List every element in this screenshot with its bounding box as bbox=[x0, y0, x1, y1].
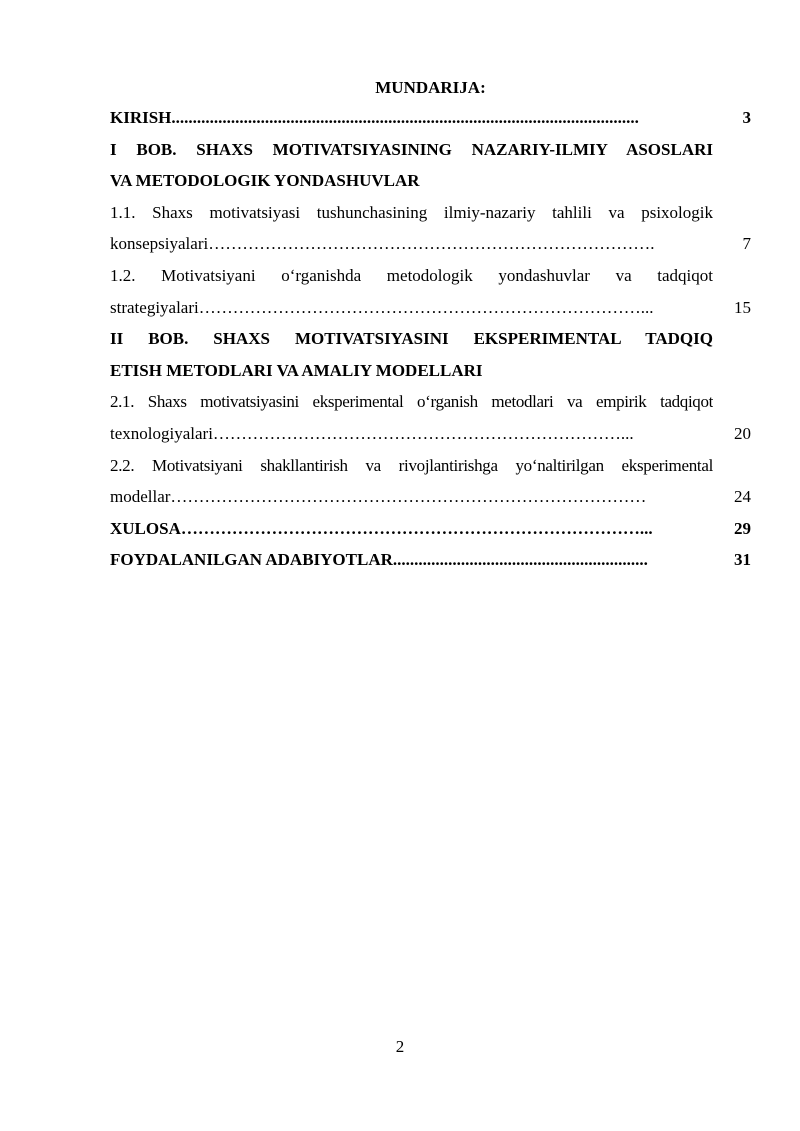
toc-section-2-2-cont bbox=[110, 481, 751, 513]
toc-title: MUNDARIJA: bbox=[375, 78, 486, 97]
toc-entry-text: 2.1. Shaxs motivatsiyasini eksperimental o‘rganish metodlari va empirik tadqiqot bbox=[110, 392, 713, 412]
toc-entry-kirish bbox=[110, 102, 751, 134]
toc-section-2-2 bbox=[110, 450, 751, 482]
page-number: 2 bbox=[395, 1037, 405, 1056]
toc-chapter-2-heading-cont bbox=[110, 355, 751, 387]
toc-entry-text: 2.2. Motivatsiyani shakllantirish va rivojlantirishga yo‘naltirilgan eksperimental bbox=[110, 455, 713, 475]
toc-entry-text: FOYDALANILGAN ADABIYOTLAR............................................................ bbox=[110, 550, 648, 570]
toc-entry-page: 20 bbox=[734, 423, 751, 443]
toc-section-1-1-cont bbox=[110, 228, 751, 260]
toc-section-2-1 bbox=[110, 386, 751, 418]
toc-entry-text: XULOSA………………………………………………………………………... bbox=[110, 518, 653, 538]
toc-entry-xulosa bbox=[110, 513, 751, 545]
toc-entry-text: ETISH METODLARI VA AMALIY MODELLARI bbox=[110, 360, 483, 380]
toc-chapter-2-heading bbox=[110, 323, 751, 355]
toc-entry-page: 24 bbox=[734, 487, 751, 507]
toc-section-2-1-cont bbox=[110, 418, 751, 450]
toc-section-1-1 bbox=[110, 197, 751, 229]
toc-entry-text: I BOB. SHAXS MOTIVATSIYASINING NAZARIY-ILMIY ASOSLARI bbox=[110, 139, 713, 159]
toc-chapter-1-heading-cont bbox=[110, 165, 751, 197]
toc-entry-text: VA METODOLOGIK YONDASHUVLAR bbox=[110, 171, 420, 191]
toc-entry-references bbox=[110, 544, 751, 576]
toc-entry-page: 3 bbox=[742, 108, 751, 127]
toc-entry-text: 1.2. Motivatsiyani o‘rganishda metodologik yondashuvlar va tadqiqot bbox=[110, 265, 713, 285]
toc-entry-page: 31 bbox=[734, 550, 751, 570]
toc-entry-text: II BOB. SHAXS MOTIVATSIYASINI EKSPERIMENTAL TADQIQ bbox=[110, 329, 713, 349]
table-of-contents bbox=[110, 74, 751, 576]
toc-entry-page: 29 bbox=[734, 518, 751, 538]
toc-section-1-2-cont bbox=[110, 292, 751, 324]
toc-entry-text: modellar………………………………………………………………………… bbox=[110, 487, 647, 507]
toc-section-1-2 bbox=[110, 260, 751, 292]
toc-entry-page: 7 bbox=[742, 234, 751, 254]
toc-entry-text: 1.1. Shaxs motivatsiyasi tushunchasining ilmiy-nazariy tahlili va psixologik bbox=[110, 202, 713, 222]
toc-entry-text: texnologiyalari………………………………………………………………... bbox=[110, 423, 634, 443]
toc-entry-text: strategiyalari……………………………………………………………………... bbox=[110, 297, 654, 317]
toc-chapter-1-heading bbox=[110, 134, 751, 166]
toc-entry-text: KIRISH.............................................................................................................. bbox=[110, 108, 639, 127]
toc-entry-page: 15 bbox=[734, 297, 751, 317]
toc-entry-text: konsepsiyalari……………………………………………………………………. bbox=[110, 234, 655, 254]
